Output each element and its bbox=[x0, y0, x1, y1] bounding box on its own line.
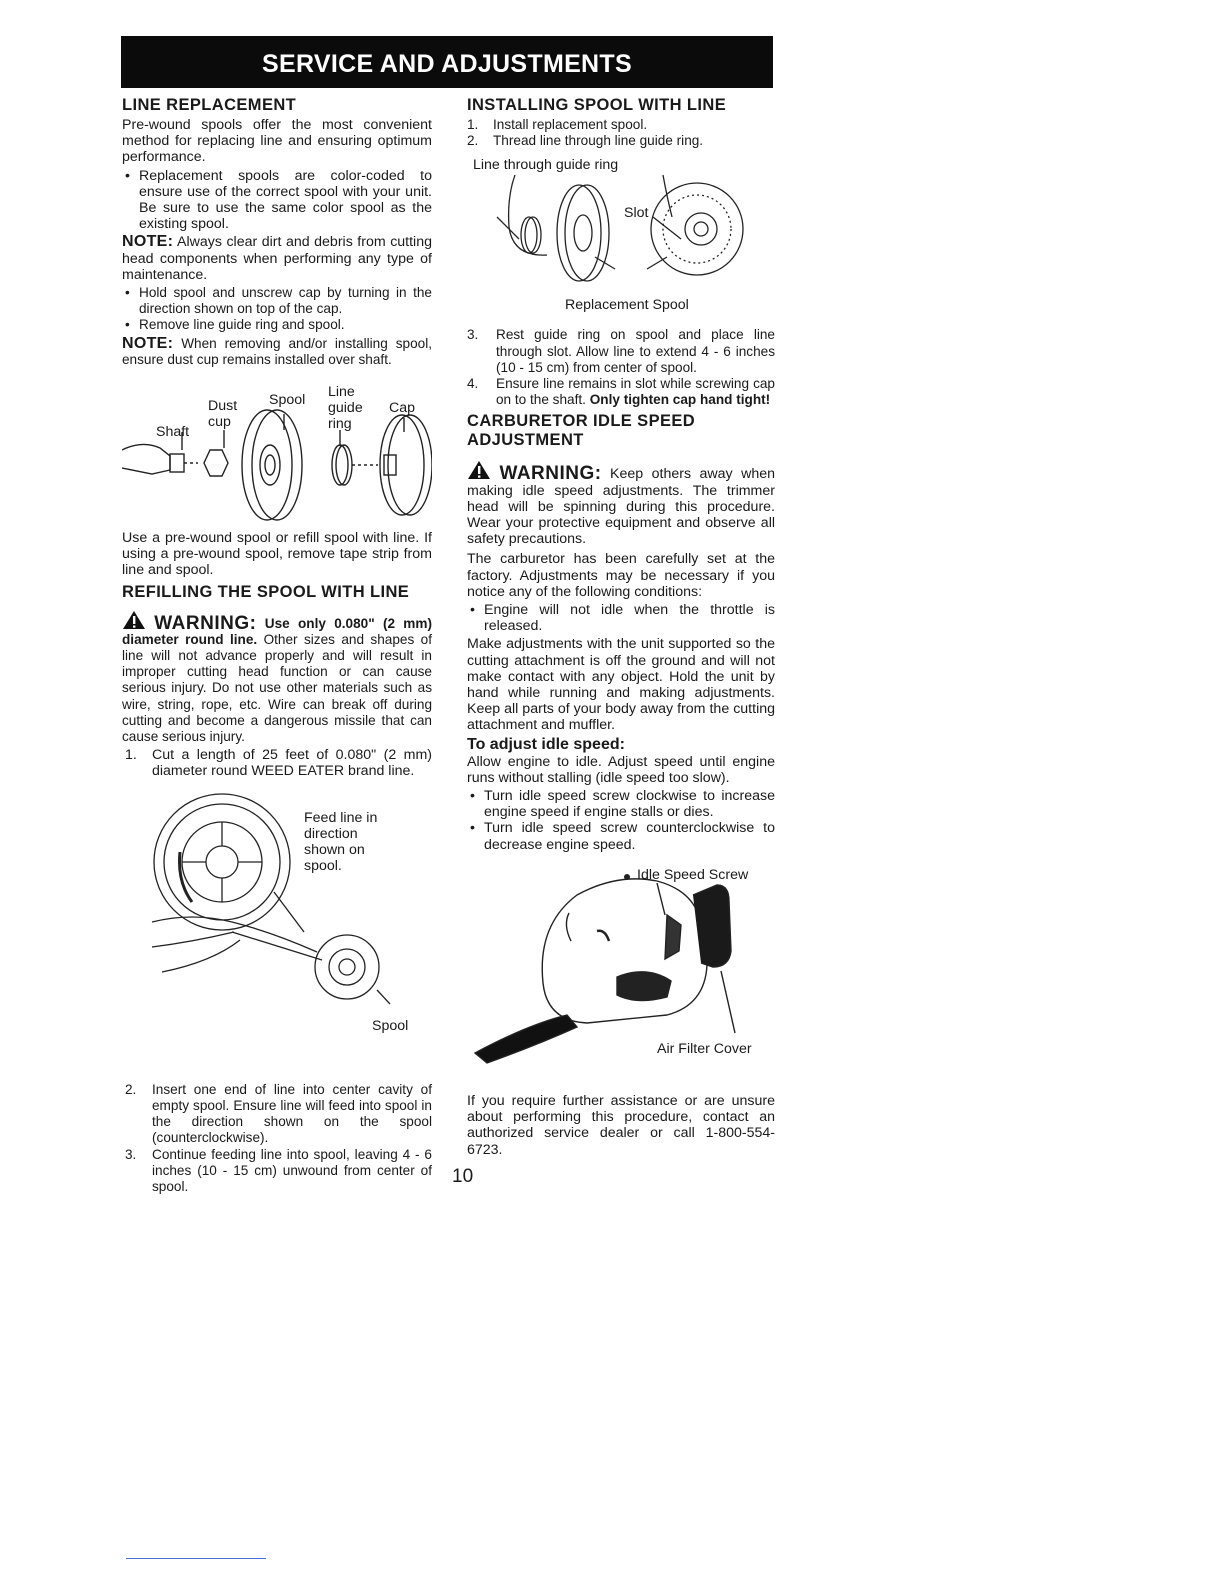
label-air-filter: Air Filter Cover bbox=[657, 1040, 752, 1057]
refill-warning bbox=[122, 610, 432, 746]
carb-warning bbox=[467, 460, 775, 547]
refilling-heading: REFILLING THE SPOOL WITH LINE bbox=[122, 582, 410, 601]
right-column bbox=[467, 96, 775, 1160]
list-item: • Remove line guide ring and spool. bbox=[122, 317, 432, 333]
step-bold-text: Only tighten cap hand tight! bbox=[589, 392, 771, 408]
idle-steps bbox=[467, 788, 775, 853]
list-item bbox=[122, 1082, 432, 1147]
engine-figure bbox=[467, 855, 775, 1081]
note-text: When removing and/or installing spool, ensure dust cup remains installed over shaft. bbox=[122, 335, 432, 367]
step-text: Thread line through line guide ring. bbox=[493, 133, 704, 149]
warning-label: WARNING: bbox=[154, 612, 257, 634]
label-feed-3: shown on bbox=[304, 841, 365, 858]
list-item bbox=[467, 327, 775, 376]
list-item: • Replacement spools are color-coded to ensure use of the correct spool with your unit. Be sure to use the same color spool as the existing spool. bbox=[122, 168, 432, 233]
list-item bbox=[122, 747, 432, 779]
refill-steps-1 bbox=[122, 747, 432, 779]
footer-rule bbox=[126, 1558, 266, 1559]
list-item bbox=[467, 133, 775, 149]
cutting-head-parts-figure bbox=[122, 370, 432, 530]
label-replacement-spool: Replacement Spool bbox=[565, 297, 689, 314]
warning-text: Other sizes and shapes of line will not advance properly and will result in improper cutting head function or can cause serious injury. Do not use other materials such as wire, string, rope, etc. Wire can break off during cutting and become a dangerous missile that can cause serious injury. bbox=[122, 631, 432, 745]
page-number: 10 bbox=[452, 1166, 474, 1187]
step-number: 2. bbox=[467, 133, 479, 149]
carb-para-1: The carburetor has been carefully set at the factory. Adjustments may be necessary if you notice any of the following conditions: bbox=[467, 551, 775, 600]
label-line-through: Line through guide ring bbox=[473, 157, 619, 174]
note-2 bbox=[122, 336, 432, 368]
label-slot: Slot bbox=[624, 205, 649, 222]
section-banner bbox=[121, 36, 773, 88]
label-guide: guide bbox=[328, 400, 363, 417]
carb-heading-line-1: CARBURETOR IDLE SPEED bbox=[467, 412, 696, 431]
feed-line-illustration bbox=[122, 782, 432, 1082]
label-feed-2: direction bbox=[304, 825, 358, 842]
note-label: NOTE: bbox=[122, 334, 174, 352]
list-item bbox=[467, 117, 775, 133]
list-item: • Turn idle speed screw clockwise to increase engine speed if engine stalls or dies. bbox=[467, 788, 775, 820]
step-number: 1. bbox=[125, 747, 137, 764]
closing-paragraph: If you require further assistance or are unsure about performing this procedure, contact an authorized service dealer or call 1-800-554-6723. bbox=[467, 1092, 775, 1158]
step-text: Rest guide ring on spool and place line through slot. Allow line to extend 4 - 6 inches (10 - 15 cm) from center of spool. bbox=[496, 327, 775, 375]
list-item: • Hold spool and unscrew cap by turning in the direction shown on top of the cap. bbox=[122, 285, 432, 317]
label-feed-4: spool. bbox=[304, 857, 342, 874]
feed-line-figure bbox=[122, 782, 432, 1082]
installing-steps-1 bbox=[467, 117, 775, 149]
idle-heading: To adjust idle speed: bbox=[467, 735, 625, 753]
label-cup: cup bbox=[208, 414, 231, 431]
carb-conditions bbox=[467, 602, 775, 634]
left-column bbox=[122, 96, 432, 1197]
step-text: Cut a length of 25 feet of 0.080" (2 mm) diameter round WEED EATER brand line. bbox=[152, 747, 432, 780]
carb-para-2: Make adjustments with the unit supported so the cutting attachment is off the ground and will not make contact with any object. Hold the unit by hand while running and making adjustments. Keep all parts of your body away from the cutting attachment and muffler. bbox=[467, 636, 775, 734]
step-text: Ensure line remains in slot while screwing cap on to the shaft. bbox=[496, 376, 775, 408]
label-ring: ring bbox=[328, 416, 352, 433]
label-cap: Cap bbox=[389, 400, 416, 417]
list-item: • Turn idle speed screw counterclockwise to decrease engine speed. bbox=[467, 820, 775, 852]
note-1 bbox=[122, 234, 432, 283]
label-spool: Spool bbox=[269, 392, 306, 409]
note-label: NOTE: bbox=[122, 233, 174, 251]
section-title: SERVICE AND ADJUSTMENTS bbox=[262, 50, 632, 78]
label-line: Line bbox=[328, 384, 355, 401]
list-item: • Engine will not idle when the throttle is released. bbox=[467, 602, 775, 634]
list-item bbox=[122, 1147, 432, 1196]
warning-icon bbox=[122, 616, 154, 631]
carb-heading-line-2: ADJUSTMENT bbox=[467, 431, 584, 450]
step-number: 1. bbox=[467, 117, 479, 132]
installing-steps-2 bbox=[467, 327, 775, 408]
note-text: Always clear dirt and debris from cutting head components when performing any type of maintenance. bbox=[122, 234, 432, 283]
line-replacement-list-1 bbox=[122, 168, 432, 233]
step-text: Insert one end of line into center cavity of empty spool. Ensure line will feed into spool in the direction shown on the spool (counterclockwise). bbox=[152, 1081, 432, 1146]
label-shaft: Shaft bbox=[156, 424, 190, 441]
step-number: 2. bbox=[125, 1081, 137, 1097]
pre-wound-instructions: Use a pre-wound spool or refill spool with line. If using a pre-wound spool, remove tape strip from line and spool. bbox=[122, 530, 432, 579]
label-feed-1: Feed line in bbox=[304, 809, 378, 826]
label-idle-screw: Idle Speed Screw bbox=[637, 866, 749, 883]
step-text: Install replacement spool. bbox=[493, 117, 648, 132]
step-number: 4. bbox=[467, 376, 479, 392]
warning-icon bbox=[467, 466, 499, 482]
step-number: 3. bbox=[467, 327, 479, 343]
label-dust: Dust bbox=[208, 398, 238, 415]
idle-para: Allow engine to idle. Adjust speed until engine runs without stalling (idle speed too slow). bbox=[467, 753, 775, 786]
line-replacement-intro: Pre-wound spools offer the most convenient method for replacing line and ensuring optimum performance. bbox=[122, 117, 432, 166]
warning-text: Keep others away when making idle speed adjustments. The trimmer head will be spinning during this procedure. Wear your protective equipment and observe all safety precautions. bbox=[467, 466, 775, 548]
warning-label: WARNING: bbox=[499, 463, 602, 485]
step-number: 3. bbox=[125, 1146, 137, 1162]
line-replacement-heading: LINE REPLACEMENT bbox=[122, 96, 297, 114]
step-text: Continue feeding line into spool, leaving 4 - 6 inches (10 - 15 cm) unwound from center of spool. bbox=[152, 1146, 432, 1194]
list-item bbox=[467, 376, 775, 408]
line-replacement-list-2 bbox=[122, 285, 432, 334]
replacement-spool-illustration bbox=[467, 157, 775, 297]
installing-heading: INSTALLING SPOOL WITH LINE bbox=[467, 96, 727, 114]
refill-steps-2 bbox=[122, 1082, 432, 1195]
replacement-spool-figure bbox=[467, 157, 775, 319]
warning-bold-text: Use only 0.080" (2 mm) diameter round line. bbox=[122, 615, 433, 647]
label-spool: Spool bbox=[372, 1017, 409, 1034]
